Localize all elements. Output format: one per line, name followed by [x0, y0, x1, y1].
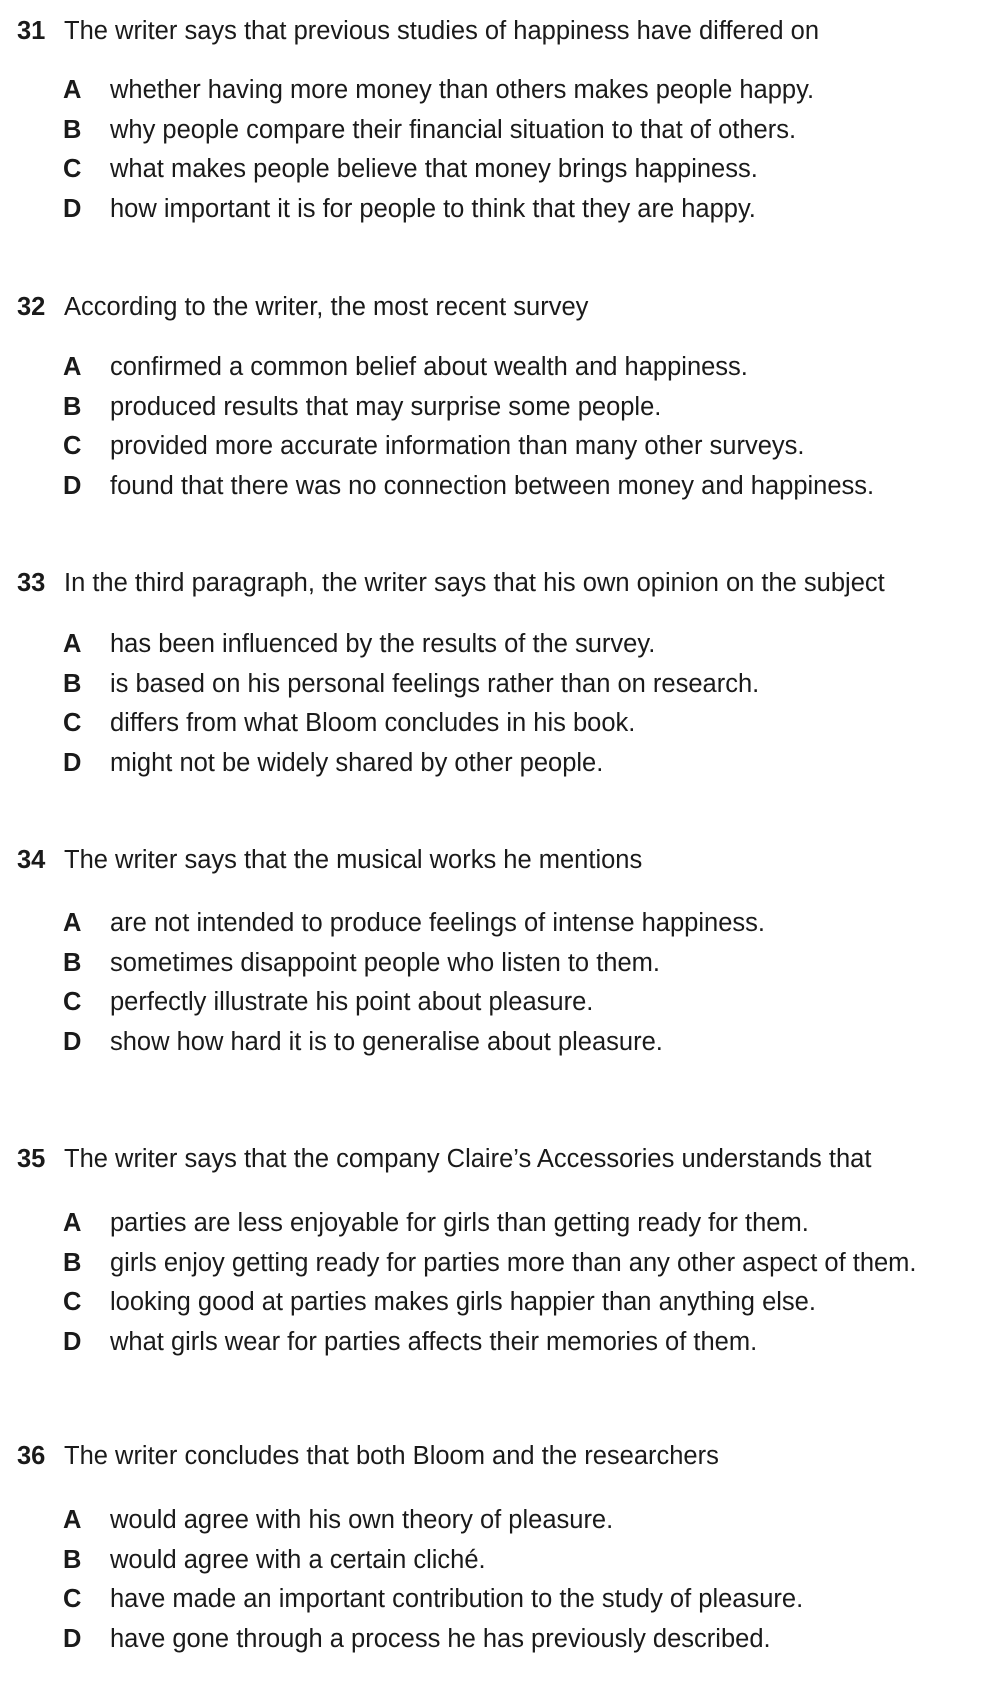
option-a — [0, 1206, 1000, 1246]
option-text: whether having more money than others makes people happy. — [110, 76, 815, 104]
option-d — [0, 469, 1000, 509]
option-letter: D — [63, 1624, 82, 1653]
option-text: would agree with a certain cliché. — [110, 1545, 486, 1574]
answer-options — [0, 73, 1000, 231]
option-a — [0, 906, 1000, 946]
question-32 — [0, 290, 1000, 500]
option-letter: A — [63, 76, 82, 104]
option-letter: D — [63, 748, 82, 777]
question-stem — [0, 843, 1000, 877]
answer-options — [0, 906, 1000, 1064]
option-text: what girls wear for parties affects their memories of them. — [110, 1327, 758, 1356]
question-number: 32 — [17, 293, 46, 321]
option-text: produced results that may surprise some people. — [110, 392, 662, 421]
option-letter: A — [63, 353, 82, 381]
question-text: The writer says that previous studies of happiness have differed on — [64, 17, 820, 45]
option-text: how important it is for people to think that they are happy. — [110, 194, 756, 223]
question-number: 34 — [17, 846, 46, 874]
option-letter: A — [63, 630, 82, 658]
question-36 — [0, 1439, 1000, 1653]
option-text: why people compare their financial situation to that of others. — [110, 115, 797, 144]
option-d — [0, 746, 1000, 786]
option-letter: C — [63, 1288, 82, 1316]
option-letter: A — [63, 1209, 82, 1237]
question-35 — [0, 1142, 1000, 1356]
option-text: show how hard it is to generalise about pleasure. — [110, 1027, 663, 1056]
option-text: looking good at parties makes girls happier than anything else. — [110, 1288, 816, 1316]
question-34 — [0, 843, 1000, 1056]
question-number: 36 — [17, 1442, 46, 1470]
option-letter: B — [63, 115, 82, 144]
option-c — [0, 1582, 1000, 1622]
answer-options — [0, 1503, 1000, 1661]
option-text: is based on his personal feelings rather than on research. — [110, 669, 760, 698]
option-text: has been influenced by the results of the survey. — [110, 630, 656, 658]
option-text: sometimes disappoint people who listen to them. — [110, 948, 660, 977]
option-a — [0, 73, 1000, 113]
option-text: provided more accurate information than many other surveys. — [110, 432, 805, 460]
option-text: what makes people believe that money brings happiness. — [110, 155, 758, 183]
option-letter: B — [63, 392, 82, 421]
option-letter: B — [63, 948, 82, 977]
option-text: differs from what Bloom concludes in his book. — [110, 709, 636, 737]
question-stem — [0, 566, 1000, 600]
option-a — [0, 1503, 1000, 1543]
question-text: The writer concludes that both Bloom and the researchers — [64, 1442, 719, 1470]
question-text: The writer says that the company Claire’s Accessories understands that — [64, 1145, 872, 1173]
option-letter: C — [63, 155, 82, 183]
option-text: parties are less enjoyable for girls than getting ready for them. — [110, 1209, 809, 1237]
option-b — [0, 390, 1000, 430]
option-text: are not intended to produce feelings of intense happiness. — [110, 909, 765, 937]
option-text: perfectly illustrate his point about pleasure. — [110, 988, 594, 1016]
question-number: 31 — [17, 17, 46, 45]
option-text: found that there was no connection between money and happiness. — [110, 471, 875, 500]
option-d — [0, 1025, 1000, 1065]
option-b — [0, 1246, 1000, 1286]
option-b — [0, 1543, 1000, 1583]
option-letter: B — [63, 1248, 82, 1277]
option-a — [0, 350, 1000, 390]
option-text: have gone through a process he has previously described. — [110, 1624, 771, 1653]
option-c — [0, 985, 1000, 1025]
option-b — [0, 113, 1000, 153]
option-letter: D — [63, 471, 82, 500]
option-letter: A — [63, 1506, 82, 1534]
option-letter: B — [63, 669, 82, 698]
answer-options — [0, 627, 1000, 785]
option-text: girls enjoy getting ready for parties more than any other aspect of them. — [110, 1248, 917, 1277]
option-letter: A — [63, 909, 82, 937]
question-text: The writer says that the musical works he mentions — [64, 846, 643, 874]
question-stem — [0, 1142, 1000, 1176]
answer-options — [0, 350, 1000, 508]
question-31 — [0, 14, 1000, 223]
option-c — [0, 152, 1000, 192]
option-c — [0, 706, 1000, 746]
option-b — [0, 667, 1000, 707]
option-letter: C — [63, 988, 82, 1016]
option-text: have made an important contribution to the study of pleasure. — [110, 1585, 804, 1613]
option-letter: B — [63, 1545, 82, 1574]
option-letter: C — [63, 709, 82, 737]
option-text: might not be widely shared by other people. — [110, 748, 604, 777]
question-33 — [0, 566, 1000, 777]
option-text: would agree with his own theory of pleasure. — [110, 1506, 614, 1534]
question-stem — [0, 14, 1000, 48]
option-d — [0, 1325, 1000, 1365]
question-text: In the third paragraph, the writer says that his own opinion on the subject — [64, 569, 885, 597]
option-letter: C — [63, 432, 82, 460]
question-stem — [0, 1439, 1000, 1473]
option-b — [0, 946, 1000, 986]
option-letter: D — [63, 1327, 82, 1356]
option-d — [0, 192, 1000, 232]
answer-options — [0, 1206, 1000, 1364]
option-a — [0, 627, 1000, 667]
option-letter: C — [63, 1585, 82, 1613]
question-text: According to the writer, the most recent survey — [64, 293, 589, 321]
option-text: confirmed a common belief about wealth and happiness. — [110, 353, 748, 381]
option-c — [0, 1285, 1000, 1325]
question-stem — [0, 290, 1000, 324]
option-letter: D — [63, 194, 82, 223]
question-number: 35 — [17, 1145, 46, 1173]
option-letter: D — [63, 1027, 82, 1056]
option-c — [0, 429, 1000, 469]
question-number: 33 — [17, 569, 46, 597]
option-d — [0, 1622, 1000, 1662]
